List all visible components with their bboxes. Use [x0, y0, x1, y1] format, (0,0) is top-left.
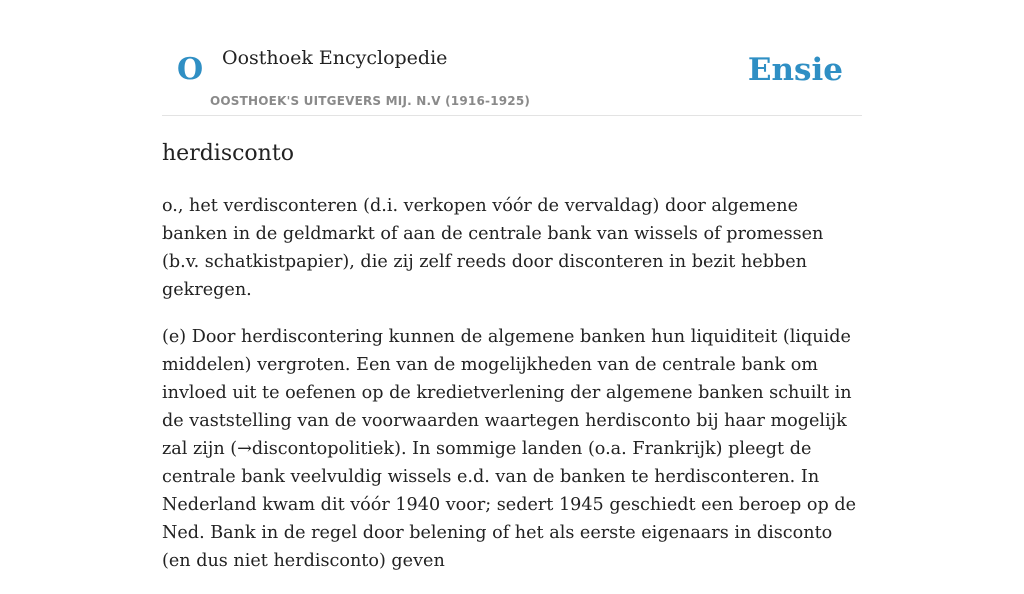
entry-body: [162, 192, 862, 594]
site-title[interactable]: Oosthoek Encyclopedie: [222, 47, 448, 69]
entry-paragraph-explanation: (e) Door herdiscontering kunnen de algemene banken hun liquiditeit (liquide middelen) vergroten. Een van de mogelijkheden van de centrale bank om invloed uit te oefenen op de kredietverlening der algemene banken schuilt in de vaststelling van de voorwaarden waartegen herdisconto bij haar mogelijk zal zijn (→discontopolitiek). In sommige landen (o.a. Frankrijk) pleegt de centrale bank veelvuldig wissels e.d. van de banken te herdisconteren. In Nederland kwam dit vóór 1940 voor; sedert 1945 geschiedt een beroep op de Ned. Bank in de regel door belening of het als eerste eigenaars in disconto (en dus niet herdisconto) geven: [162, 327, 856, 571]
site-header: [162, 0, 862, 116]
entry-paragraph-definition: o., het verdisconteren (d.i. verkopen vóór de vervaldag) door algemene banken in de geldmarkt of aan de centrale bank van wissels of promessen (b.v. schatkistpapier), die zij zelf reeds door disconteren in bezit hebben gekregen.: [162, 196, 824, 300]
site-logo[interactable]: O: [177, 52, 204, 87]
content-container: [162, 0, 862, 571]
ensie-brand-link[interactable]: Ensie: [747, 52, 843, 88]
site-subtitle: OOSTHOEK'S UITGEVERS MIJ. N.V (1916-1925): [210, 94, 531, 108]
entry-title: herdisconto: [162, 141, 294, 166]
